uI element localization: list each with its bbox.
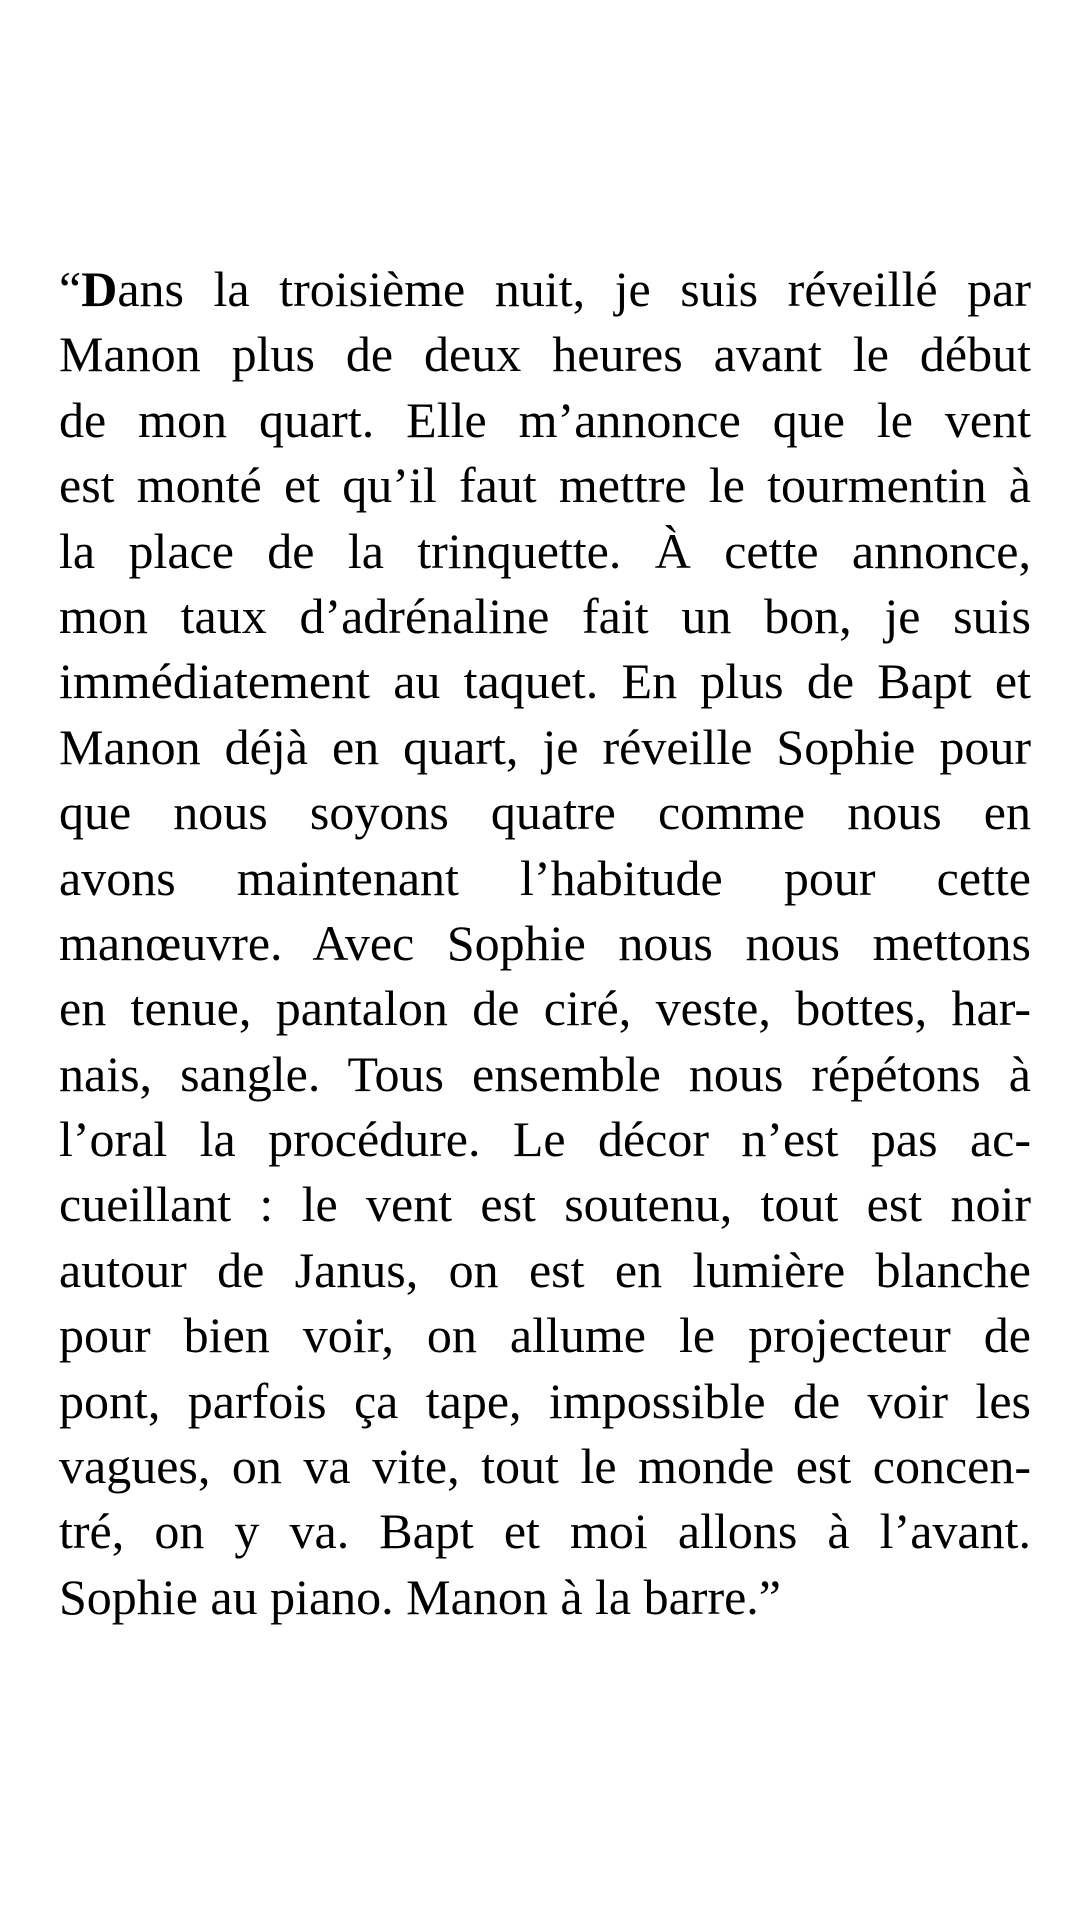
text-line: pour bien voir, on allume le projecteur de (59, 1307, 1031, 1364)
text-line: la place de la trinquette. À cette annonce, (59, 522, 1031, 579)
text-line: tré, on y va. Bapt et moi allons à l’avant. (59, 1503, 1031, 1560)
text-line: que nous soyons quatre comme nous en (59, 784, 1031, 841)
text-line: vagues, on va vite, tout le monde est concen- (59, 1438, 1031, 1495)
text-line: Manon déjà en quart, je réveille Sophie pour (59, 718, 1031, 775)
text-line: autour de Janus, on est en lumière blanche (59, 1241, 1031, 1298)
body-paragraph (59, 257, 1031, 1630)
text-line: pont, parfois ça tape, impossible de voir les (59, 1372, 1031, 1429)
text-line: l’oral la procédure. Le décor n’est pas ac- (59, 1111, 1031, 1168)
text-line: nais, sangle. Tous ensemble nous répétons à (59, 1045, 1031, 1102)
text-line: avons maintenant l’habitude pour cette (59, 849, 1031, 906)
opening-quote: “ (59, 261, 82, 317)
text-line: est monté et qu’il faut mettre le tourmentin à (59, 457, 1031, 514)
text-line: cueillant : le vent est soutenu, tout est noir (59, 1176, 1031, 1233)
text-line: Manon plus de deux heures avant le début (59, 326, 1031, 383)
text-line: de mon quart. Elle m’annonce que le vent (59, 391, 1031, 448)
text-line-last: Sophie au piano. Manon à la barre.” (59, 1568, 781, 1625)
text-line: en tenue, pantalon de ciré, veste, bottes, har- (59, 980, 1031, 1037)
text-line-content: ans la troisième nuit, je suis réveillé par (117, 261, 1031, 317)
text-line: mon taux d’adrénaline fait un bon, je suis (59, 587, 1031, 644)
text-line (59, 257, 1031, 322)
text-line: immédiatement au taquet. En plus de Bapt et (59, 653, 1031, 710)
initial-letter: D (81, 261, 118, 317)
text-line: manœuvre. Avec Sophie nous nous mettons (59, 914, 1031, 971)
